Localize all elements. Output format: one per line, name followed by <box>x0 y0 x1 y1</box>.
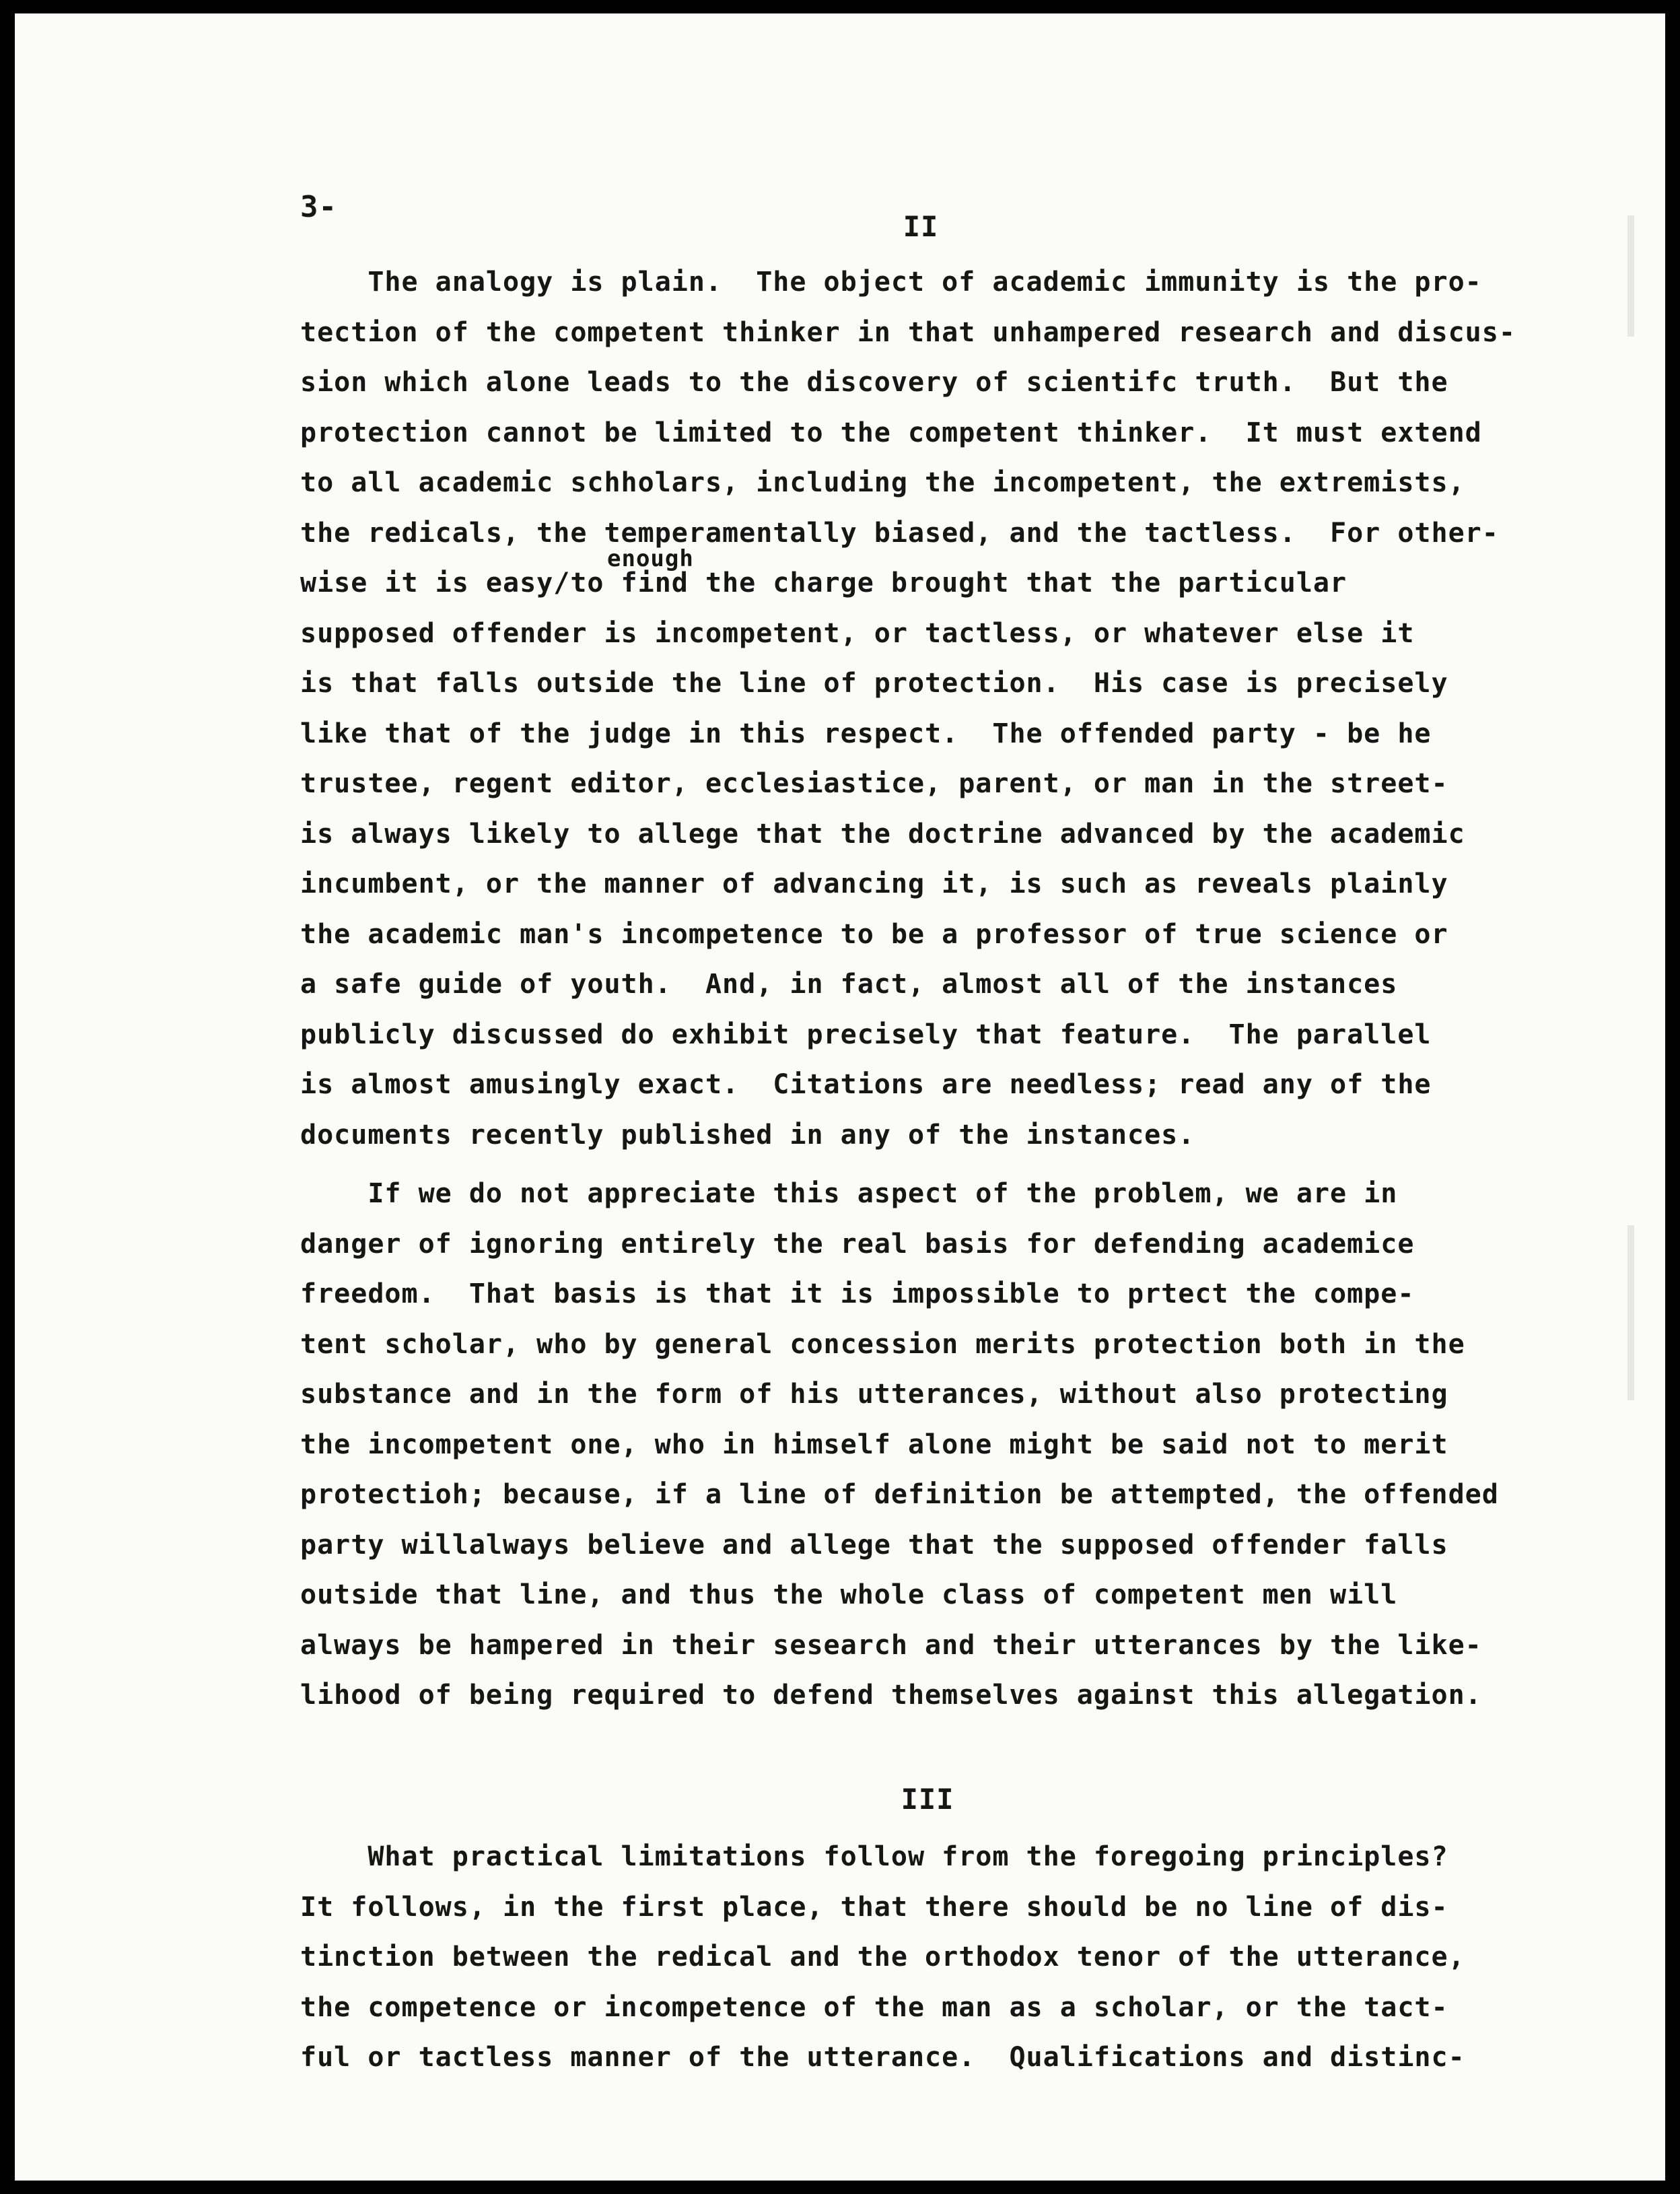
document-page <box>15 13 1665 2181</box>
text-line: danger of ignoring entirely the real basis for defending academice <box>300 1228 1415 1260</box>
text-line: What practical limitations follow from the foregoing principles? <box>300 1841 1448 1872</box>
text-line: protection cannot be limited to the competent thinker. It must extend <box>300 417 1482 448</box>
text-line: documents recently published in any of the instances. <box>300 1119 1195 1151</box>
section-heading-iii: III <box>901 1783 954 1816</box>
text-line: is always likely to allege that the doctrine advanced by the academic <box>300 818 1465 850</box>
text-line: publicly discussed do exhibit precisely that feature. The parallel <box>300 1019 1432 1050</box>
section-heading-ii: II <box>903 210 939 243</box>
text-line: freedom. That basis is that it is impossible to prtect the compe- <box>300 1278 1415 1309</box>
text-line: like that of the judge in this respect. The offended party - be he <box>300 718 1432 749</box>
page-number: 3- <box>300 190 337 224</box>
text-line: If we do not appreciate this aspect of the problem, we are in <box>300 1178 1398 1209</box>
text-line: outside that line, and thus the whole class of competent men will <box>300 1579 1398 1610</box>
text-line: sion which alone leads to the discovery of scientifc truth. But the <box>300 367 1448 398</box>
paragraph-3 <box>300 1832 1559 2083</box>
text-line: lihood of being required to defend themselves against this allegation. <box>300 1680 1482 1711</box>
text-line: tection of the competent thinker in that unhampered research and discus- <box>300 316 1516 348</box>
text-line: It follows, in the first place, that there should be no line of dis- <box>300 1891 1448 1923</box>
text-line: a safe guide of youth. And, in fact, almost all of the instances <box>300 969 1398 1000</box>
handwritten-insertion: enough <box>607 545 694 572</box>
text-line: party willalways believe and allege that the supposed offender falls <box>300 1529 1448 1561</box>
text-line: the academic man's incompetence to be a professor of true science or <box>300 918 1448 950</box>
scan-artifact <box>1628 1225 1634 1400</box>
text-line: incumbent, or the manner of advancing it, is such as reveals plainly <box>300 868 1448 899</box>
text-line: tinction between the redical and the orthodox tenor of the utterance, <box>300 1942 1465 1973</box>
text-line: protectioh; because, if a line of definition be attempted, the offended <box>300 1479 1499 1510</box>
text-line: the redicals, the temperamentally biased, and the tactless. For other- <box>300 517 1499 549</box>
text-line: the competence or incompetence of the man as a scholar, or the tact- <box>300 1991 1448 2023</box>
text-line: The analogy is plain. The object of academic immunity is the pro- <box>300 267 1482 298</box>
text-line: ful or tactless manner of the utterance. Qualifications and distinc- <box>300 2042 1465 2073</box>
paragraph-1 <box>300 257 1559 1160</box>
text-line: the incompetent one, who in himself alone might be said not to merit <box>300 1429 1448 1460</box>
text-line: substance and in the form of his utterances, without also protecting <box>300 1379 1448 1410</box>
text-line: always be hampered in their sesearch and their utterances by the like- <box>300 1629 1482 1661</box>
text-line: is that falls outside the line of protection. His case is precisely <box>300 668 1448 699</box>
text-line: trustee, regent editor, ecclesiastice, parent, or man in the street- <box>300 768 1448 799</box>
paragraph-2 <box>300 1169 1559 1721</box>
text-line: is almost amusingly exact. Citations are needless; read any of the <box>300 1069 1432 1100</box>
text-line: tent scholar, who by general concession merits protection both in the <box>300 1328 1465 1360</box>
text-line: to all academic schholars, including the incompetent, the extremists, <box>300 467 1465 498</box>
text-line: wise it is easy/to find the charge brought that the particular <box>300 568 1348 598</box>
text-line: supposed offender is incompetent, or tactless, or whatever else it <box>300 617 1415 649</box>
